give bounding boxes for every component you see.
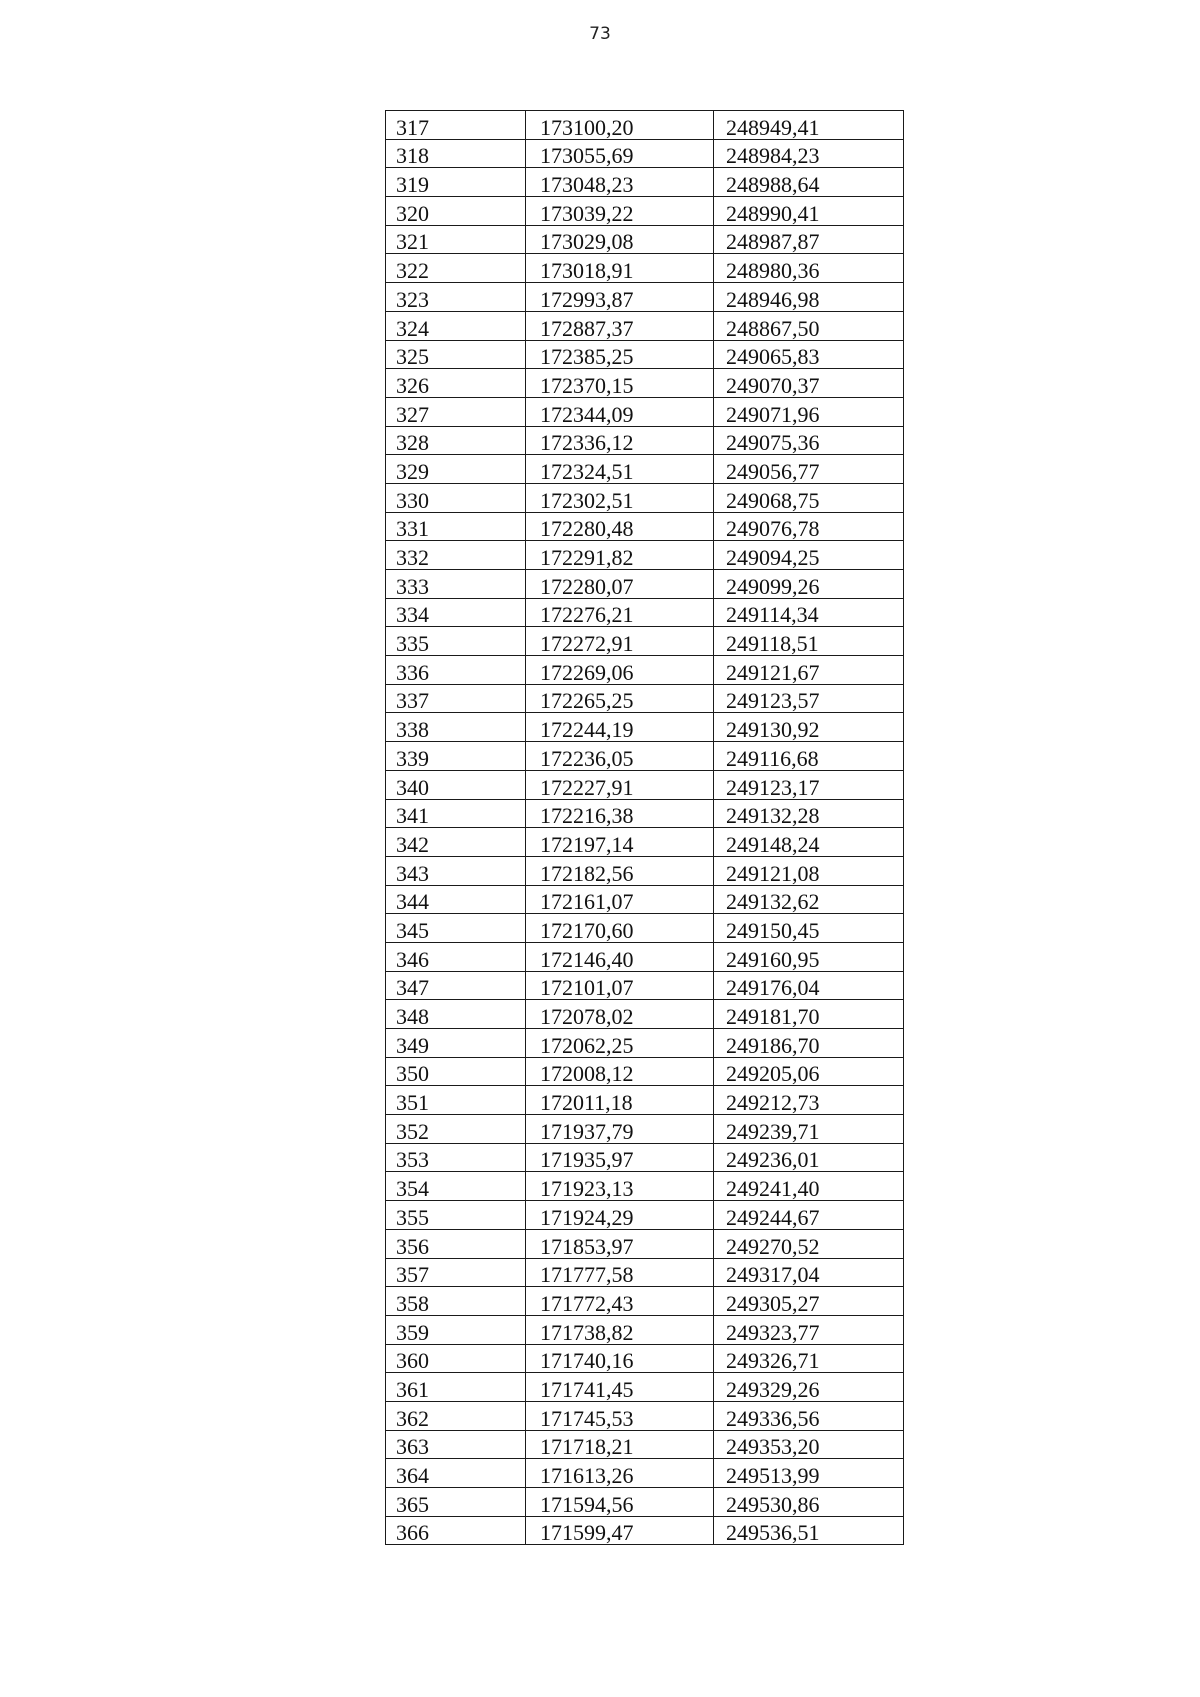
table-row <box>386 570 904 599</box>
point-number-cell: 352 <box>386 1115 526 1144</box>
y-coordinate-cell: 249205,06 <box>714 1057 904 1086</box>
x-coordinate-cell: 172291,82 <box>526 541 714 570</box>
point-number-cell: 358 <box>386 1287 526 1316</box>
point-number-cell: 318 <box>386 139 526 168</box>
table-row <box>386 828 904 857</box>
table-row <box>386 1315 904 1344</box>
x-coordinate-cell: 172008,12 <box>526 1057 714 1086</box>
point-number-cell: 320 <box>386 197 526 226</box>
x-coordinate-cell: 171718,21 <box>526 1430 714 1459</box>
x-coordinate-cell: 172370,15 <box>526 369 714 398</box>
point-number-cell: 346 <box>386 942 526 971</box>
point-number-cell: 357 <box>386 1258 526 1287</box>
x-coordinate-cell: 172197,14 <box>526 828 714 857</box>
point-number-cell: 322 <box>386 254 526 283</box>
x-coordinate-cell: 172887,37 <box>526 311 714 340</box>
y-coordinate-cell: 249336,56 <box>714 1401 904 1430</box>
table-row <box>386 1172 904 1201</box>
point-number-cell: 344 <box>386 885 526 914</box>
y-coordinate-cell: 249160,95 <box>714 942 904 971</box>
point-number-cell: 349 <box>386 1029 526 1058</box>
y-coordinate-cell: 249323,77 <box>714 1315 904 1344</box>
point-number-cell: 329 <box>386 455 526 484</box>
y-coordinate-cell: 249176,04 <box>714 971 904 1000</box>
x-coordinate-cell: 171772,43 <box>526 1287 714 1316</box>
y-coordinate-cell: 249239,71 <box>714 1115 904 1144</box>
y-coordinate-cell: 249513,99 <box>714 1459 904 1488</box>
point-number-cell: 366 <box>386 1516 526 1545</box>
y-coordinate-cell: 249070,37 <box>714 369 904 398</box>
point-number-cell: 326 <box>386 369 526 398</box>
x-coordinate-cell: 171613,26 <box>526 1459 714 1488</box>
x-coordinate-cell: 172272,91 <box>526 627 714 656</box>
y-coordinate-cell: 249065,83 <box>714 340 904 369</box>
table-row <box>386 856 904 885</box>
point-number-cell: 331 <box>386 512 526 541</box>
point-number-cell: 321 <box>386 225 526 254</box>
x-coordinate-cell: 172269,06 <box>526 656 714 685</box>
y-coordinate-cell: 249075,36 <box>714 426 904 455</box>
coordinates-table-body <box>386 111 904 1545</box>
table-row <box>386 627 904 656</box>
y-coordinate-cell: 249181,70 <box>714 1000 904 1029</box>
y-coordinate-cell: 248988,64 <box>714 168 904 197</box>
y-coordinate-cell: 249130,92 <box>714 713 904 742</box>
table-row <box>386 254 904 283</box>
y-coordinate-cell: 248946,98 <box>714 283 904 312</box>
table-row <box>386 1287 904 1316</box>
table-row <box>386 598 904 627</box>
x-coordinate-cell: 171777,58 <box>526 1258 714 1287</box>
y-coordinate-cell: 249132,62 <box>714 885 904 914</box>
y-coordinate-cell: 249094,25 <box>714 541 904 570</box>
x-coordinate-cell: 172101,07 <box>526 971 714 1000</box>
table-row <box>386 1229 904 1258</box>
point-number-cell: 324 <box>386 311 526 340</box>
table-row <box>386 225 904 254</box>
table-row <box>386 770 904 799</box>
x-coordinate-cell: 173048,23 <box>526 168 714 197</box>
point-number-cell: 350 <box>386 1057 526 1086</box>
y-coordinate-cell: 249076,78 <box>714 512 904 541</box>
x-coordinate-cell: 171599,47 <box>526 1516 714 1545</box>
point-number-cell: 330 <box>386 483 526 512</box>
point-number-cell: 317 <box>386 111 526 140</box>
table-row <box>386 742 904 771</box>
x-coordinate-cell: 172344,09 <box>526 397 714 426</box>
point-number-cell: 356 <box>386 1229 526 1258</box>
table-row <box>386 541 904 570</box>
y-coordinate-cell: 249123,57 <box>714 684 904 713</box>
point-number-cell: 341 <box>386 799 526 828</box>
point-number-cell: 333 <box>386 570 526 599</box>
x-coordinate-cell: 172216,38 <box>526 799 714 828</box>
y-coordinate-cell: 248984,23 <box>714 139 904 168</box>
point-number-cell: 351 <box>386 1086 526 1115</box>
point-number-cell: 354 <box>386 1172 526 1201</box>
table-row <box>386 197 904 226</box>
y-coordinate-cell: 248867,50 <box>714 311 904 340</box>
y-coordinate-cell: 249056,77 <box>714 455 904 484</box>
x-coordinate-cell: 173029,08 <box>526 225 714 254</box>
y-coordinate-cell: 249530,86 <box>714 1488 904 1517</box>
table-row <box>386 914 904 943</box>
x-coordinate-cell: 171738,82 <box>526 1315 714 1344</box>
table-row <box>386 483 904 512</box>
x-coordinate-cell: 172244,19 <box>526 713 714 742</box>
table-row <box>386 426 904 455</box>
table-row <box>386 1344 904 1373</box>
table-row <box>386 885 904 914</box>
table-row <box>386 656 904 685</box>
x-coordinate-cell: 173039,22 <box>526 197 714 226</box>
table-row <box>386 942 904 971</box>
y-coordinate-cell: 249536,51 <box>714 1516 904 1545</box>
table-row <box>386 1459 904 1488</box>
table-row <box>386 455 904 484</box>
point-number-cell: 361 <box>386 1373 526 1402</box>
x-coordinate-cell: 172324,51 <box>526 455 714 484</box>
point-number-cell: 328 <box>386 426 526 455</box>
x-coordinate-cell: 173055,69 <box>526 139 714 168</box>
x-coordinate-cell: 171594,56 <box>526 1488 714 1517</box>
table-row <box>386 283 904 312</box>
y-coordinate-cell: 249270,52 <box>714 1229 904 1258</box>
point-number-cell: 339 <box>386 742 526 771</box>
table-row <box>386 1516 904 1545</box>
y-coordinate-cell: 249118,51 <box>714 627 904 656</box>
table-row <box>386 311 904 340</box>
y-coordinate-cell: 249186,70 <box>714 1029 904 1058</box>
x-coordinate-cell: 172265,25 <box>526 684 714 713</box>
point-number-cell: 359 <box>386 1315 526 1344</box>
point-number-cell: 337 <box>386 684 526 713</box>
point-number-cell: 334 <box>386 598 526 627</box>
x-coordinate-cell: 172078,02 <box>526 1000 714 1029</box>
y-coordinate-cell: 248980,36 <box>714 254 904 283</box>
x-coordinate-cell: 172170,60 <box>526 914 714 943</box>
y-coordinate-cell: 249150,45 <box>714 914 904 943</box>
table-row <box>386 1143 904 1172</box>
table-row <box>386 1373 904 1402</box>
x-coordinate-cell: 173100,20 <box>526 111 714 140</box>
point-number-cell: 348 <box>386 1000 526 1029</box>
point-number-cell: 364 <box>386 1459 526 1488</box>
x-coordinate-cell: 171853,97 <box>526 1229 714 1258</box>
point-number-cell: 355 <box>386 1201 526 1230</box>
y-coordinate-cell: 249212,73 <box>714 1086 904 1115</box>
point-number-cell: 342 <box>386 828 526 857</box>
table-row <box>386 369 904 398</box>
y-coordinate-cell: 249317,04 <box>714 1258 904 1287</box>
y-coordinate-cell: 249121,67 <box>714 656 904 685</box>
table-row <box>386 713 904 742</box>
x-coordinate-cell: 172236,05 <box>526 742 714 771</box>
point-number-cell: 362 <box>386 1401 526 1430</box>
y-coordinate-cell: 248987,87 <box>714 225 904 254</box>
point-number-cell: 335 <box>386 627 526 656</box>
x-coordinate-cell: 171741,45 <box>526 1373 714 1402</box>
x-coordinate-cell: 172276,21 <box>526 598 714 627</box>
y-coordinate-cell: 249236,01 <box>714 1143 904 1172</box>
point-number-cell: 347 <box>386 971 526 1000</box>
table-row <box>386 1086 904 1115</box>
point-number-cell: 338 <box>386 713 526 742</box>
table-row <box>386 111 904 140</box>
x-coordinate-cell: 172336,12 <box>526 426 714 455</box>
y-coordinate-cell: 249071,96 <box>714 397 904 426</box>
x-coordinate-cell: 172302,51 <box>526 483 714 512</box>
point-number-cell: 353 <box>386 1143 526 1172</box>
table-row <box>386 1430 904 1459</box>
table-row <box>386 1258 904 1287</box>
table-row <box>386 1201 904 1230</box>
point-number-cell: 325 <box>386 340 526 369</box>
table-row <box>386 1115 904 1144</box>
table-row <box>386 340 904 369</box>
x-coordinate-cell: 173018,91 <box>526 254 714 283</box>
point-number-cell: 332 <box>386 541 526 570</box>
coordinates-table <box>385 110 904 1545</box>
table-row <box>386 1401 904 1430</box>
x-coordinate-cell: 172161,07 <box>526 885 714 914</box>
table-row <box>386 1057 904 1086</box>
table-row <box>386 971 904 1000</box>
x-coordinate-cell: 172227,91 <box>526 770 714 799</box>
table-row <box>386 684 904 713</box>
x-coordinate-cell: 171935,97 <box>526 1143 714 1172</box>
y-coordinate-cell: 249305,27 <box>714 1287 904 1316</box>
point-number-cell: 319 <box>386 168 526 197</box>
page-number: 73 <box>589 24 611 44</box>
point-number-cell: 340 <box>386 770 526 799</box>
x-coordinate-cell: 171937,79 <box>526 1115 714 1144</box>
point-number-cell: 365 <box>386 1488 526 1517</box>
x-coordinate-cell: 172062,25 <box>526 1029 714 1058</box>
y-coordinate-cell: 249148,24 <box>714 828 904 857</box>
x-coordinate-cell: 171745,53 <box>526 1401 714 1430</box>
y-coordinate-cell: 249114,34 <box>714 598 904 627</box>
y-coordinate-cell: 248990,41 <box>714 197 904 226</box>
y-coordinate-cell: 249121,08 <box>714 856 904 885</box>
x-coordinate-cell: 172993,87 <box>526 283 714 312</box>
table-row <box>386 139 904 168</box>
table-row <box>386 1000 904 1029</box>
table-row <box>386 799 904 828</box>
x-coordinate-cell: 172280,07 <box>526 570 714 599</box>
point-number-cell: 363 <box>386 1430 526 1459</box>
point-number-cell: 323 <box>386 283 526 312</box>
x-coordinate-cell: 172146,40 <box>526 942 714 971</box>
y-coordinate-cell: 249329,26 <box>714 1373 904 1402</box>
x-coordinate-cell: 172182,56 <box>526 856 714 885</box>
y-coordinate-cell: 249099,26 <box>714 570 904 599</box>
point-number-cell: 343 <box>386 856 526 885</box>
table-row <box>386 168 904 197</box>
x-coordinate-cell: 171740,16 <box>526 1344 714 1373</box>
table-row <box>386 512 904 541</box>
y-coordinate-cell: 249123,17 <box>714 770 904 799</box>
y-coordinate-cell: 249116,68 <box>714 742 904 771</box>
table-row <box>386 1488 904 1517</box>
table-row <box>386 397 904 426</box>
y-coordinate-cell: 249132,28 <box>714 799 904 828</box>
x-coordinate-cell: 172011,18 <box>526 1086 714 1115</box>
x-coordinate-cell: 171923,13 <box>526 1172 714 1201</box>
x-coordinate-cell: 171924,29 <box>526 1201 714 1230</box>
y-coordinate-cell: 249068,75 <box>714 483 904 512</box>
point-number-cell: 360 <box>386 1344 526 1373</box>
y-coordinate-cell: 249244,67 <box>714 1201 904 1230</box>
y-coordinate-cell: 249241,40 <box>714 1172 904 1201</box>
table-row <box>386 1029 904 1058</box>
x-coordinate-cell: 172280,48 <box>526 512 714 541</box>
y-coordinate-cell: 249353,20 <box>714 1430 904 1459</box>
point-number-cell: 336 <box>386 656 526 685</box>
x-coordinate-cell: 172385,25 <box>526 340 714 369</box>
point-number-cell: 327 <box>386 397 526 426</box>
point-number-cell: 345 <box>386 914 526 943</box>
y-coordinate-cell: 248949,41 <box>714 111 904 140</box>
y-coordinate-cell: 249326,71 <box>714 1344 904 1373</box>
